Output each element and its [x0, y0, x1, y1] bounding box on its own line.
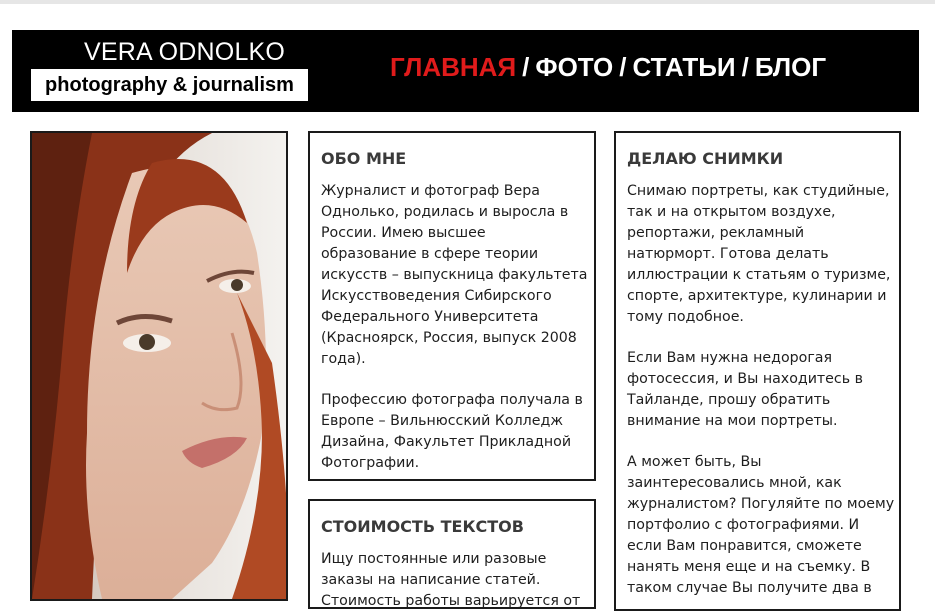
- photos-line: журналистом? Погуляйте по моему: [627, 496, 895, 512]
- about-line: образование в сфере теории: [321, 246, 539, 262]
- photos-line: если Вам понравится, сможете: [627, 538, 862, 554]
- about-line: года).: [321, 351, 366, 367]
- about-card: [308, 131, 596, 481]
- about-line: Европе – Вильнюсский Колледж: [321, 413, 564, 429]
- photos-line: Снимаю портреты, как студийные,: [627, 183, 890, 199]
- about-text-area: [310, 133, 594, 479]
- photos-line: Если Вам нужна недорогая: [627, 350, 832, 366]
- pricing-line: Ищу постоянные или разовые: [321, 551, 547, 567]
- pricing-title: СТОИМОСТЬ ТЕКСТОВ: [321, 517, 524, 536]
- photos-card: [614, 131, 901, 611]
- photos-line: натюрморт. Готова делать: [627, 246, 829, 262]
- photos-title: ДЕЛАЮ СНИМКИ: [627, 149, 784, 168]
- photos-line: Тайланде, прошу обратить: [627, 392, 831, 408]
- nav-separator: /: [619, 52, 627, 82]
- about-line: Искусствоведения Сибирского: [321, 288, 552, 304]
- about-line: Профессию фотографа получала в: [321, 392, 583, 408]
- pricing-card: [308, 499, 596, 609]
- nav-articles[interactable]: СТАТЬИ: [632, 52, 736, 82]
- nav-separator: /: [741, 52, 749, 82]
- about-line: Федерального Университета: [321, 309, 539, 325]
- nav-home[interactable]: ГЛАВНАЯ: [390, 52, 517, 82]
- portrait-photo: [30, 131, 288, 601]
- photos-line: репортажи, рекламный: [627, 225, 805, 241]
- nav-blog[interactable]: БЛОГ: [754, 52, 827, 82]
- main-nav: [390, 52, 826, 83]
- photos-line: спорте, архитектуре, кулинарии и: [627, 288, 887, 304]
- photos-line: А может быть, Вы: [627, 454, 762, 470]
- about-line: России. Имею высшее: [321, 225, 486, 241]
- about-line: (Красноярск, Россия, выпуск 2008: [321, 330, 577, 346]
- photos-line: нанять меня еще и на съемку. В: [627, 559, 871, 575]
- photos-text-area: [616, 133, 899, 609]
- photos-line: тому подобное.: [627, 309, 744, 325]
- site-tagline: photography & journalism: [31, 69, 308, 101]
- pricing-line: заказы на написание статей.: [321, 572, 541, 588]
- site-header: [12, 30, 919, 112]
- about-title: ОБО МНЕ: [321, 149, 407, 168]
- about-line: искусств – выпускница факультета: [321, 267, 588, 283]
- about-line: Фотографии.: [321, 455, 420, 471]
- site-logo-name[interactable]: VERA ODNOLKO: [84, 38, 286, 66]
- top-divider: [0, 0, 935, 4]
- photos-line: так и на открытом воздухе,: [627, 204, 836, 220]
- photos-line: внимание на мои портреты.: [627, 413, 838, 429]
- nav-separator: /: [522, 52, 530, 82]
- about-line: Однолько, родилась и выросла в: [321, 204, 569, 220]
- about-line: Дизайна, Факультет Прикладной: [321, 434, 572, 450]
- photos-line: заинтересовались мной, как: [627, 475, 842, 491]
- pricing-line: Стоимость работы варьируется от: [321, 593, 581, 607]
- nav-photo[interactable]: ФОТО: [535, 52, 614, 82]
- pricing-text-area: [310, 501, 594, 607]
- photos-line: портфолио с фотографиями. И: [627, 517, 860, 533]
- photos-line: таком случае Вы получите два в: [627, 580, 872, 596]
- portrait-image: [32, 133, 286, 599]
- photos-line: фотосессия, и Вы находитесь в: [627, 371, 863, 387]
- about-line: Журналист и фотограф Вера: [321, 183, 540, 199]
- photos-line: иллюстрации к статьям о туризме,: [627, 267, 891, 283]
